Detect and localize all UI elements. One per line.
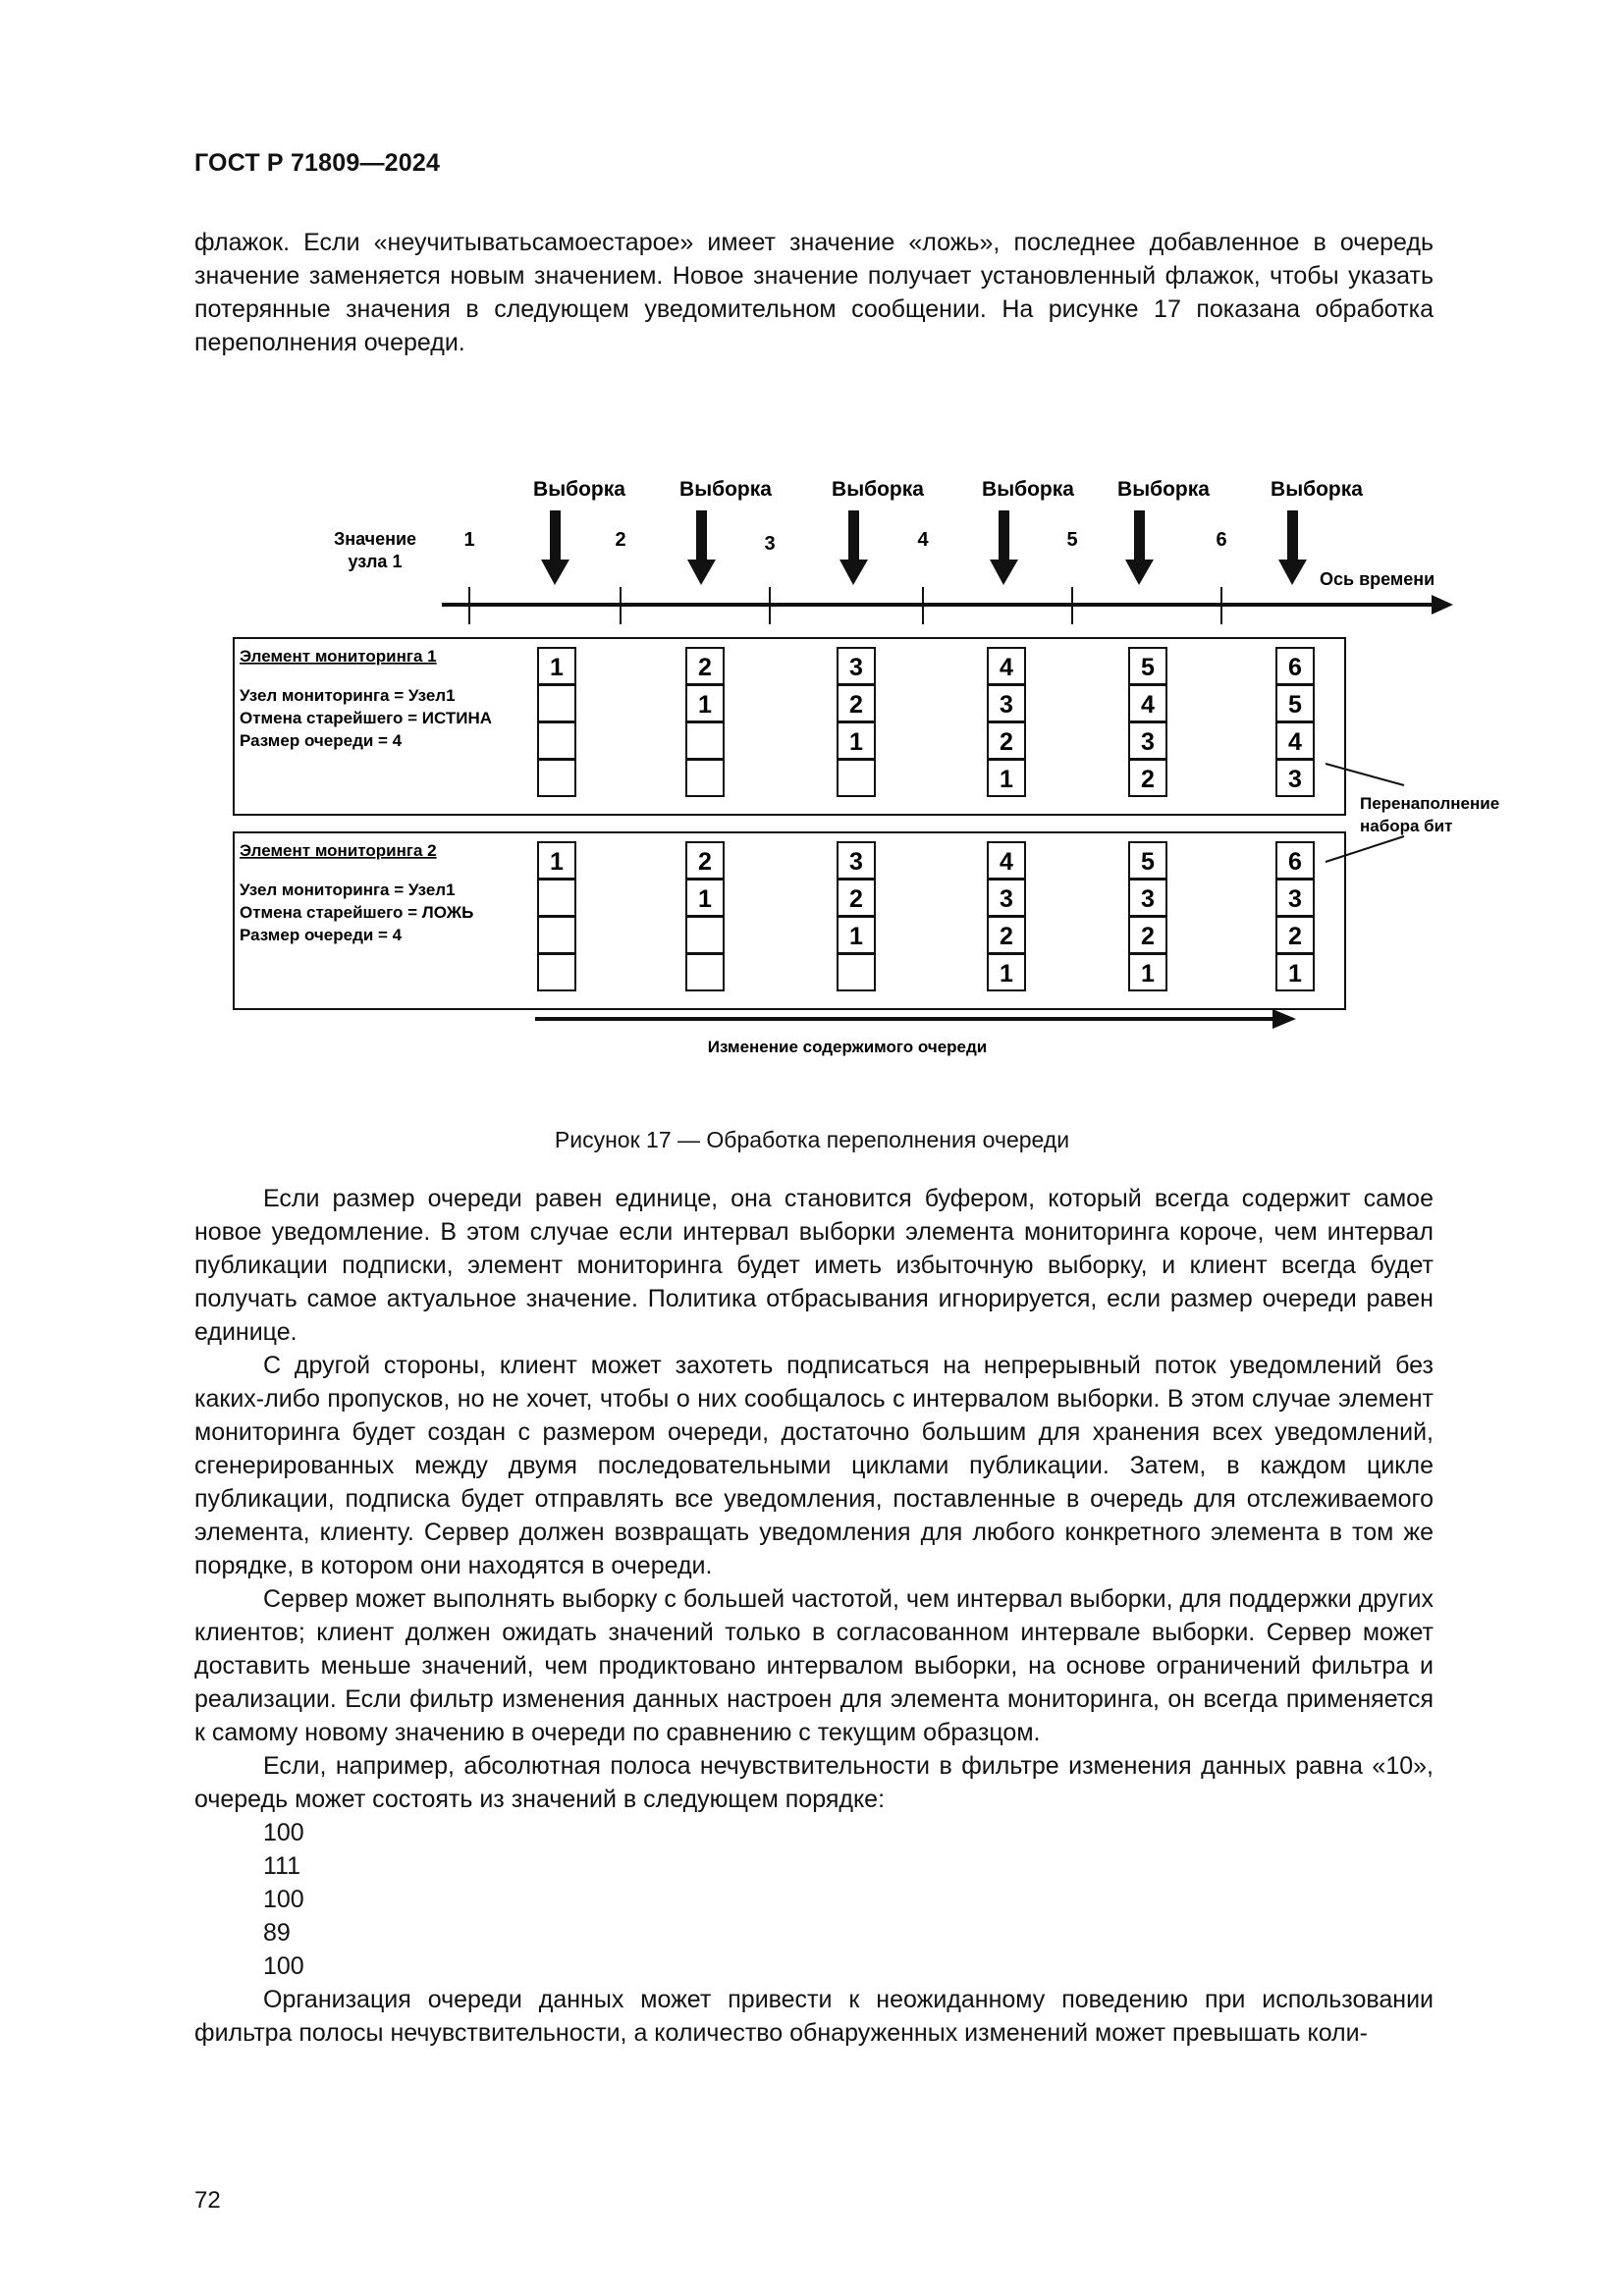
monitor2-queue-value: 3 bbox=[1141, 885, 1155, 913]
sample-arrow-icon bbox=[839, 560, 868, 585]
monitor1-queue-value: 5 bbox=[1141, 654, 1155, 681]
monitor1-queue-value: 3 bbox=[849, 654, 863, 681]
monitor2-queue-cell bbox=[838, 954, 875, 990]
monitor1-queue-cell bbox=[686, 722, 724, 759]
monitor1-property: Узел мониторинга = Узел1 bbox=[240, 686, 456, 705]
sample-arrow-shaft bbox=[550, 510, 561, 561]
sample-arrow-shaft bbox=[1134, 510, 1145, 561]
monitor2-queue-value: 1 bbox=[550, 848, 564, 876]
monitor2-queue-value: 3 bbox=[1288, 885, 1302, 913]
time-tick-label: 4 bbox=[917, 529, 929, 551]
time-axis-arrowhead-icon bbox=[1432, 595, 1453, 614]
monitor2-queue-cell bbox=[538, 917, 575, 953]
sample-arrow-icon bbox=[990, 560, 1018, 585]
overflow-label: набора бит bbox=[1360, 817, 1453, 835]
monitor1-queue-cell bbox=[538, 685, 575, 721]
paragraph-4: Если, например, абсолютная полоса нечувствительности в фильтре изменения данных равна «10», очередь может состоять из значений в следующем порядке: bbox=[194, 1752, 1434, 1813]
monitor2-property: Узел мониторинга = Узел1 bbox=[240, 881, 456, 899]
sample-label: Выборка bbox=[679, 478, 772, 501]
monitor1-queue-value: 1 bbox=[550, 654, 564, 681]
page-number: 72 bbox=[194, 2187, 221, 2214]
monitor1-queue-value: 3 bbox=[1000, 691, 1013, 719]
overflow-label: Перенаполнение bbox=[1360, 794, 1500, 813]
monitor1-queue-value: 4 bbox=[1000, 654, 1013, 681]
sample-label: Выборка bbox=[1271, 478, 1363, 501]
value-item: 100 bbox=[263, 1952, 304, 1980]
body-text bbox=[194, 1182, 1434, 2050]
time-tick-label: 2 bbox=[615, 529, 626, 551]
sample-arrow-shaft bbox=[1287, 510, 1298, 561]
monitor1-queue-value: 6 bbox=[1288, 654, 1302, 681]
monitor2-property: Размер очереди = 4 bbox=[240, 926, 403, 944]
monitor2-queue-value: 6 bbox=[1288, 848, 1302, 876]
monitor1-queue-cell bbox=[538, 722, 575, 759]
monitor1-queue-value: 4 bbox=[1288, 728, 1302, 756]
queue-change-arrowhead-icon bbox=[1272, 1009, 1296, 1029]
sample-label: Выборка bbox=[1117, 478, 1210, 501]
time-tick-label: 1 bbox=[463, 529, 475, 551]
monitor1-queue-value: 2 bbox=[849, 691, 863, 719]
value-item: 111 bbox=[263, 1852, 301, 1880]
monitor1-queue-value: 3 bbox=[1141, 728, 1155, 756]
figure-17-diagram bbox=[0, 0, 1624, 1099]
node-value-label: Значение bbox=[333, 529, 417, 549]
monitor1-queue-cell bbox=[686, 760, 724, 796]
document-header: ГОСТ Р 71809—2024 bbox=[194, 149, 441, 177]
monitor1-queue-value: 4 bbox=[1141, 691, 1155, 719]
monitor1-queue-value: 1 bbox=[849, 728, 863, 756]
monitor1-queue-value: 2 bbox=[1000, 728, 1013, 756]
time-axis-label: Ось времени bbox=[1320, 569, 1435, 589]
monitor2-queue-value: 2 bbox=[698, 848, 712, 876]
monitor2-queue-value: 5 bbox=[1141, 848, 1155, 876]
monitor2-queue-value: 4 bbox=[1000, 848, 1013, 876]
paragraph-5: Организация очереди данных может привести к неожиданному поведению при использовании фильтра полосы нечувствительности, а количество обнаруженных изменений может превышать коли- bbox=[194, 1986, 1434, 2047]
queue-change-label: Изменение содержимого очереди bbox=[707, 1038, 988, 1056]
sample-arrow-shaft bbox=[696, 510, 707, 561]
sample-arrow-icon bbox=[541, 560, 569, 585]
monitor1-queue-value: 3 bbox=[1288, 766, 1302, 793]
monitor2-queue-value: 2 bbox=[1141, 923, 1155, 950]
monitor1-property: Отмена старейшего = ИСТИНА bbox=[240, 709, 493, 727]
overflow-pointer-line bbox=[1326, 836, 1404, 862]
monitor2-queue-cell bbox=[538, 954, 575, 990]
value-item: 89 bbox=[263, 1919, 291, 1947]
monitor2-queue-value: 2 bbox=[1288, 923, 1302, 950]
monitor2-queue-value: 3 bbox=[1000, 885, 1013, 913]
value-item: 100 bbox=[263, 1819, 304, 1846]
sample-arrow-icon bbox=[687, 560, 716, 585]
paragraph-top-text: флажок. Если «неучитыватьсамоестарое» имеет значение «ложь», последнее добавленное в очередь значение заменяется новым значением. Новое значение получает установленный флажок, чтобы указать потерянные значения в следующем уведомительном сообщении. На рисунке 17 показана обработка переполнения очереди. bbox=[194, 229, 1434, 356]
paragraph-3: Сервер может выполнять выборку с большей частотой, чем интервал выборки, для поддержки других клиентов; клиент должен ожидать значений только в согласованном интервале выборки. Сервер может доставить меньше значений, чем продиктовано интервалом выборки, на основе ограничений фильтра и реализации. Если фильтр изменения данных настроен для элемента мониторинга, он всегда применяется к самому новому значению в очереди по сравнению с текущим образцом. bbox=[194, 1585, 1434, 1746]
value-list bbox=[194, 1816, 1434, 1983]
monitor1-queue-value: 5 bbox=[1288, 691, 1302, 719]
node-value-label: узла 1 bbox=[348, 552, 403, 571]
monitor1-queue-cell bbox=[538, 760, 575, 796]
monitor1-queue-value: 1 bbox=[698, 691, 712, 719]
time-tick-label: 3 bbox=[764, 533, 776, 555]
monitor2-queue-value: 1 bbox=[1141, 960, 1155, 988]
monitor2-queue-cell bbox=[538, 880, 575, 916]
sample-label: Выборка bbox=[533, 478, 625, 501]
monitor2-property: Отмена старейшего = ЛОЖЬ bbox=[240, 903, 474, 922]
monitor1-queue-value: 2 bbox=[1141, 766, 1155, 793]
monitor2-queue-cell bbox=[686, 954, 724, 990]
paragraph-2: С другой стороны, клиент может захотеть подписаться на непрерывный поток уведомлений без каких-либо пропусков, но не хочет, чтобы о них сообщалось с интервалом выборки. В этом случае элемент мониторинга будет создан с размером очереди, достаточно большим для хранения всех уведомлений, сгенерированных между двумя последовательными циклами публикации. Затем, в каждом цикле публикации, подписка будет отправлять все уведомления, поставленные в очередь для отслеживаемого элемента, клиенту. Сервер должен возвращать уведомления для любого конкретного элемента в том же порядке, в котором они находятся в очереди. bbox=[194, 1352, 1434, 1579]
monitor1-queue-value: 1 bbox=[1000, 766, 1013, 793]
sample-arrow-icon bbox=[1278, 560, 1307, 585]
monitor2-queue-value: 1 bbox=[698, 885, 712, 913]
sample-arrow-shaft bbox=[999, 510, 1009, 561]
monitor2-queue-value: 2 bbox=[849, 885, 863, 913]
time-tick-label: 5 bbox=[1066, 529, 1078, 551]
sample-label: Выборка bbox=[832, 478, 924, 501]
monitor1-property: Размер очереди = 4 bbox=[240, 731, 403, 750]
monitor2-title: Элемент мониторинга 2 bbox=[240, 841, 437, 860]
figure-caption: Рисунок 17 — Обработка переполнения очереди bbox=[554, 1127, 1070, 1152]
sample-label: Выборка bbox=[982, 478, 1074, 501]
sample-arrow-icon bbox=[1125, 560, 1154, 585]
monitor2-queue-value: 1 bbox=[849, 923, 863, 950]
sample-arrow-shaft bbox=[848, 510, 859, 561]
monitor1-queue-cell bbox=[838, 760, 875, 796]
monitor2-queue-cell bbox=[686, 917, 724, 953]
time-tick-label: 6 bbox=[1216, 529, 1227, 551]
monitor2-queue-value: 1 bbox=[1000, 960, 1013, 988]
monitor2-queue-value: 2 bbox=[1000, 923, 1013, 950]
value-item: 100 bbox=[263, 1886, 304, 1913]
paragraph-1: Если размер очереди равен единице, она становится буфером, который всегда содержит самое новое уведомление. В этом случае если интервал выборки элемента мониторинга короче, чем интервал публикации подписки, элемент мониторинга будет иметь избыточную выборку, и клиент всегда будет получать самое актуальное значение. Политика отбрасывания игнорируется, если размер очереди равен единице. bbox=[194, 1185, 1434, 1346]
monitor2-queue-value: 1 bbox=[1288, 960, 1302, 988]
monitor1-title: Элемент мониторинга 1 bbox=[240, 647, 437, 666]
monitor1-queue-value: 2 bbox=[698, 654, 712, 681]
overflow-pointer-line bbox=[1326, 764, 1404, 785]
monitor2-queue-value: 3 bbox=[849, 848, 863, 876]
